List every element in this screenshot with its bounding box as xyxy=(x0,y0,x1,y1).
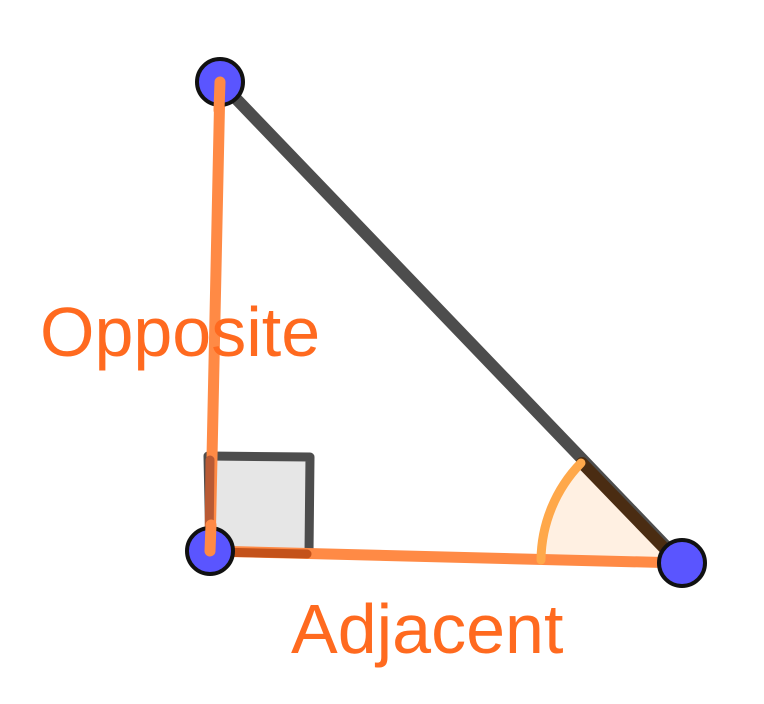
vertex-bottom-right[interactable] xyxy=(659,540,705,586)
opposite-side-bottom-overlap xyxy=(210,525,211,551)
opposite-side-top-overlap xyxy=(219,82,220,110)
opposite-label: Opposite xyxy=(40,293,321,371)
adjacent-label: Adjacent xyxy=(291,590,564,668)
